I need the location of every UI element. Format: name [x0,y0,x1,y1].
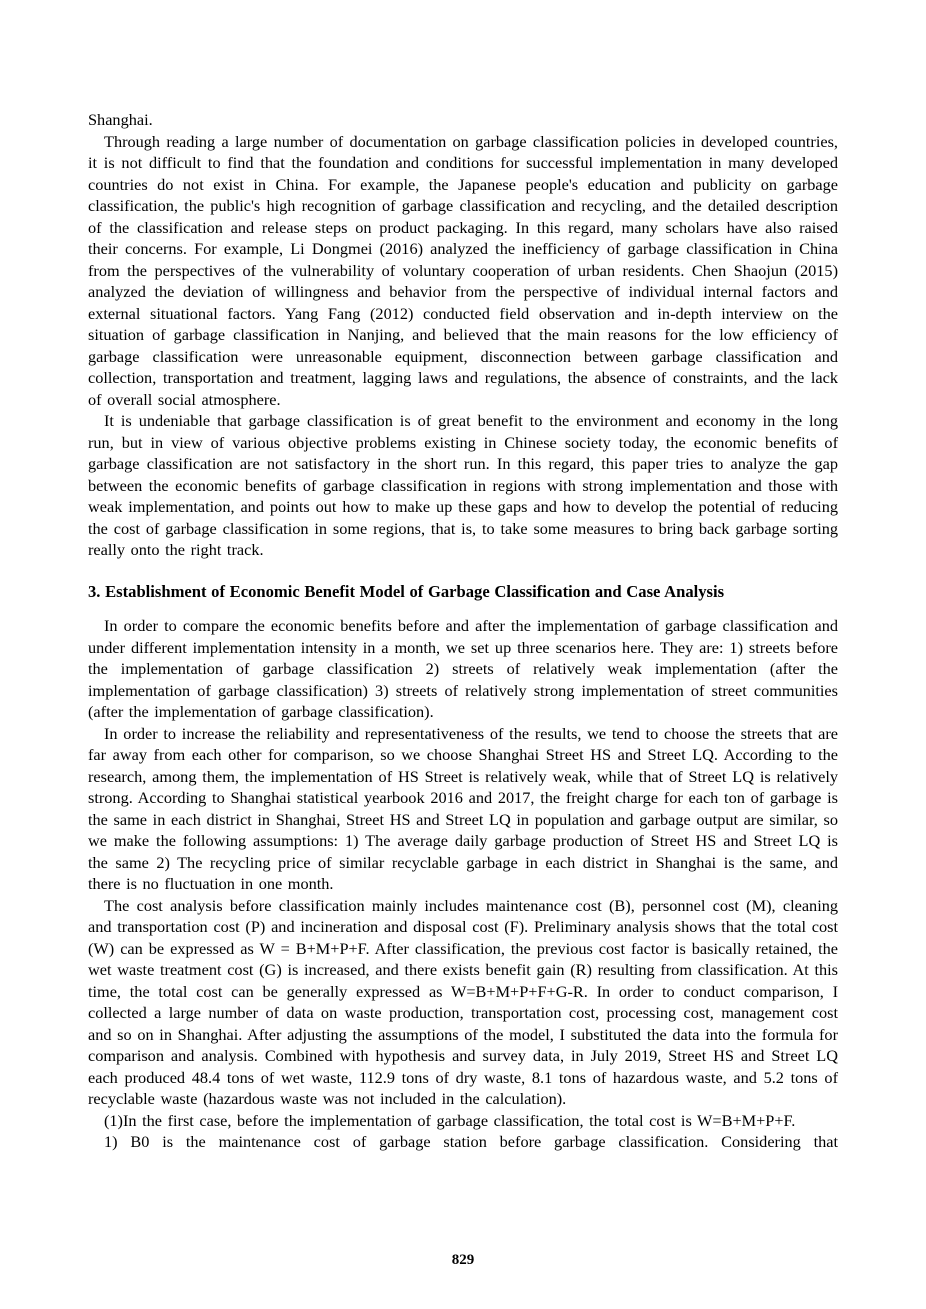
page-footer [0,1251,926,1269]
paragraph-research-gap: It is undeniable that garbage classification is of great benefit to the environment and economy in the long run, but in view of various objective problems existing in Chinese society today, the economic benefits of garbage classification are not satisfactory in the short run. In this regard, this paper tries to analyze the gap between the economic benefits of garbage classification in regions with strong implementation and those with weak implementation, and points out how to make up these gaps and how to develop the potential of reducing the cost of garbage classification in some regions, that is, to take some measures to bring back garbage sorting really onto the right track. [88,411,838,559]
paragraph-b0-maintenance: 1) B0 is the maintenance cost of garbage station before garbage classification. Considering that [104,1132,838,1151]
page-number: 829 [451,1252,475,1268]
paragraph-first-case: (1)In the first case, before the implementation of garbage classification, the total cost is W=B+M+P+F. [104,1110,796,1130]
paragraph-continuation: Shanghai. [88,110,153,129]
paragraph-cost-model: The cost analysis before classification mainly includes maintenance cost (B), personnel cost (M), cleaning and transportation cost (P) and incineration and disposal cost (F). Preliminary analysis shows that the total cost (W) can be expressed as W = B+M+P+F. After classification, the previous cost factor is basically retained, the wet waste treatment cost (G) is increased, and there exists benefit gain (R) resulting from classification. At this time, the total cost can be generally expressed as W=B+M+P+F+G-R. In order to conduct comparison, I collected a large number of data on waste production, transportation cost, processing cost, management cost and so on in Shanghai. After adjusting the assumptions of the model, I substituted the data into the formula for comparison and analysis. Combined with hypothesis and survey data, in July 2019, Street HS and Street LQ each produced 48.4 tons of wet waste, 112.9 tons of dry waste, 8.1 tons of hazardous waste, and 5.2 tons of recyclable waste (hazardous waste was not included in the calculation). [88,895,838,1108]
paragraph-scenarios: In order to compare the economic benefits before and after the implementation of garbage classification and under different implementation intensity in a month, we set up three scenarios here. They are: 1) streets before the implementation of garbage classification 2) streets of relatively weak implementation (after the implementation of garbage classification) 3) streets of relatively strong implementation of street communities (after the implementation of garbage classification). [88,616,838,721]
page-body [88,109,838,1153]
paragraph-literature-review: Through reading a large number of documentation on garbage classification policies in developed countries, it is not difficult to find that the foundation and conditions for successful implementation in many developed countries do not exist in China. For example, the Japanese people's education and publicity on garbage classification, the public's high recognition of garbage classification and recycling, and the detailed description of the classification and release steps on product packaging. In this regard, many scholars have also raised their concerns. For example, Li Dongmei (2016) analyzed the inefficiency of garbage classification in China from the perspectives of the vulnerability of voluntary cooperation of urban residents. Chen Shaojun (2015) analyzed the deviation of willingness and behavior from the perspective of individual internal factors and external situational factors. Yang Fang (2012) conducted field observation and in-depth interview on the situation of garbage classification in Nanjing, and believed that the main reasons for the low efficiency of garbage classification were unreasonable equipment, disconnection between garbage classification and collection, transportation and treatment, lagging laws and regulations, the absence of constraints, and the lack of overall social atmosphere. [88,131,838,409]
section-heading: 3. Establishment of Economic Benefit Model of Garbage Classification and Case Analysis [88,581,725,601]
paragraph-street-selection: In order to increase the reliability and representativeness of the results, we tend to choose the streets that are far away from each other for comparison, so we choose Shanghai Street HS and Street LQ. According to the research, among them, the implementation of HS Street is relatively weak, while that of Street LQ is relatively strong. According to Shanghai statistical yearbook 2016 and 2017, the freight charge for each ton of garbage is the same in each district in Shanghai, Street HS and Street LQ in population and garbage output are similar, so we make the following assumptions: 1) The average daily garbage production of Street HS and Street LQ is the same 2) The recycling price of similar recyclable garbage in each district in Shanghai is the same, and there is no fluctuation in one month. [88,723,838,893]
